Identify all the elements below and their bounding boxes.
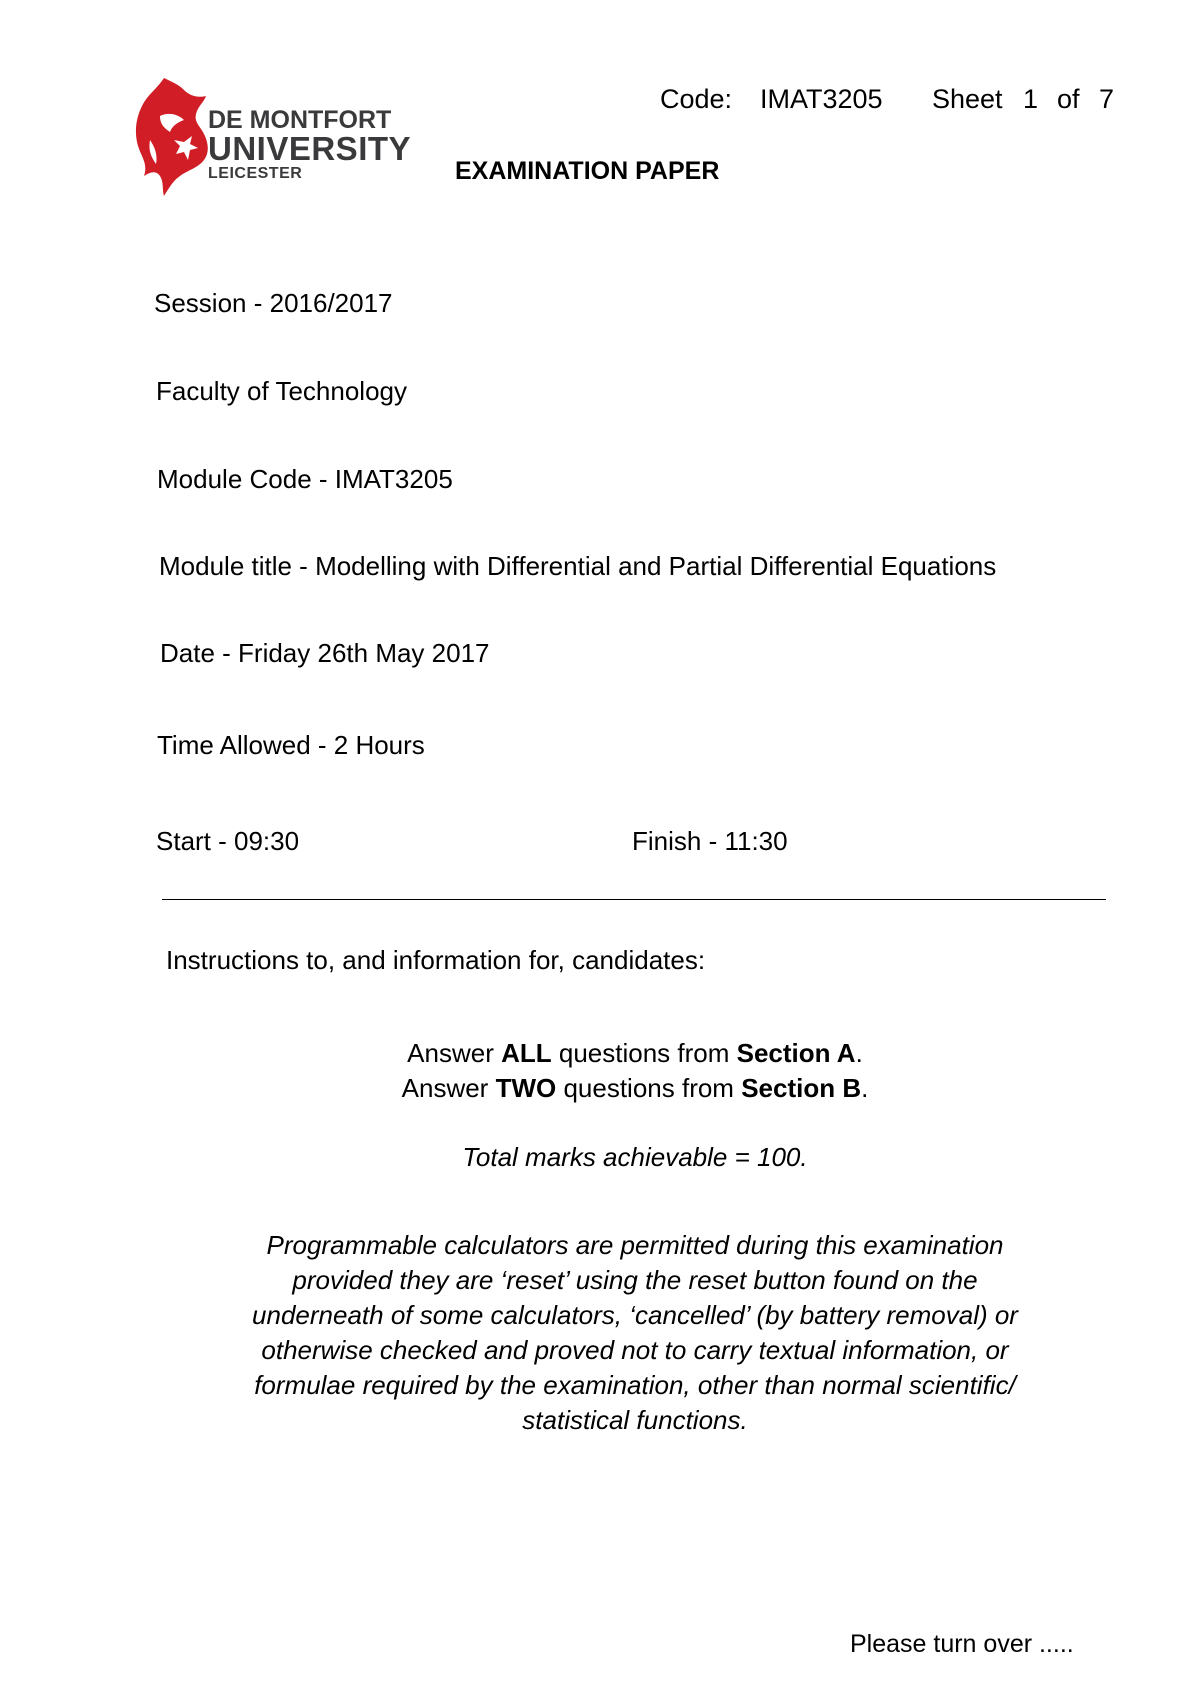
divider-line [162, 899, 1106, 900]
calculator-policy-line: formulae required by the examination, other than normal scientific/ [254, 1370, 1016, 1400]
calculator-policy [150, 1228, 1120, 1438]
module-code-field: Module Code - IMAT3205 [157, 464, 453, 494]
module-title-field: Module title - Modelling with Differential and Partial Differential Equations [159, 551, 997, 581]
calculator-policy-line: underneath of some calculators, ‘cancelled’ (by battery removal) or [252, 1300, 1018, 1330]
logo-line-3: LEICESTER [208, 165, 303, 182]
total-marks-note: Total marks achievable = 100. [462, 1142, 808, 1172]
calculator-policy-line: statistical functions. [522, 1405, 748, 1435]
calculator-policy-line: provided they are ‘reset’ using the reset button found on the [292, 1265, 978, 1295]
start-time-field: Start - 09:30 [156, 826, 300, 856]
sheet-label: Sheet [932, 84, 1003, 114]
instructions-heading: Instructions to, and information for, candidates: [166, 945, 706, 975]
answer-instructions [150, 1036, 1120, 1106]
time-allowed-field: Time Allowed - 2 Hours [157, 730, 425, 760]
session-field: Session - 2016/2017 [154, 288, 393, 318]
turn-over-note: Please turn over ..... [850, 1630, 1074, 1658]
logo-line-1: DE MONTFORT [208, 106, 392, 134]
sheet-number: 1 [1023, 84, 1039, 114]
faculty-field: Faculty of Technology [156, 376, 407, 406]
calculator-policy-line: Programmable calculators are permitted during this examination [266, 1230, 1004, 1260]
logo-line-2: UNIVERSITY [208, 130, 412, 167]
sheet-total: 7 [1099, 84, 1115, 114]
finish-time-field: Finish - 11:30 [632, 826, 788, 856]
page-title: EXAMINATION PAPER [455, 157, 720, 185]
answer-line-section-b: Answer TWO questions from Section B. [401, 1073, 869, 1103]
sheet-of: of [1057, 84, 1080, 114]
dmu-lion-icon [134, 76, 210, 196]
date-field: Date - Friday 26th May 2017 [160, 638, 490, 668]
university-logo [134, 76, 424, 196]
code-value: IMAT3205 [760, 84, 883, 114]
calculator-policy-line: otherwise checked and proved not to carry textual information, or [261, 1335, 1009, 1365]
logo-wordmark [208, 108, 411, 183]
code-label: Code: [660, 84, 733, 114]
answer-line-section-a: Answer ALL questions from Section A. [407, 1038, 863, 1068]
